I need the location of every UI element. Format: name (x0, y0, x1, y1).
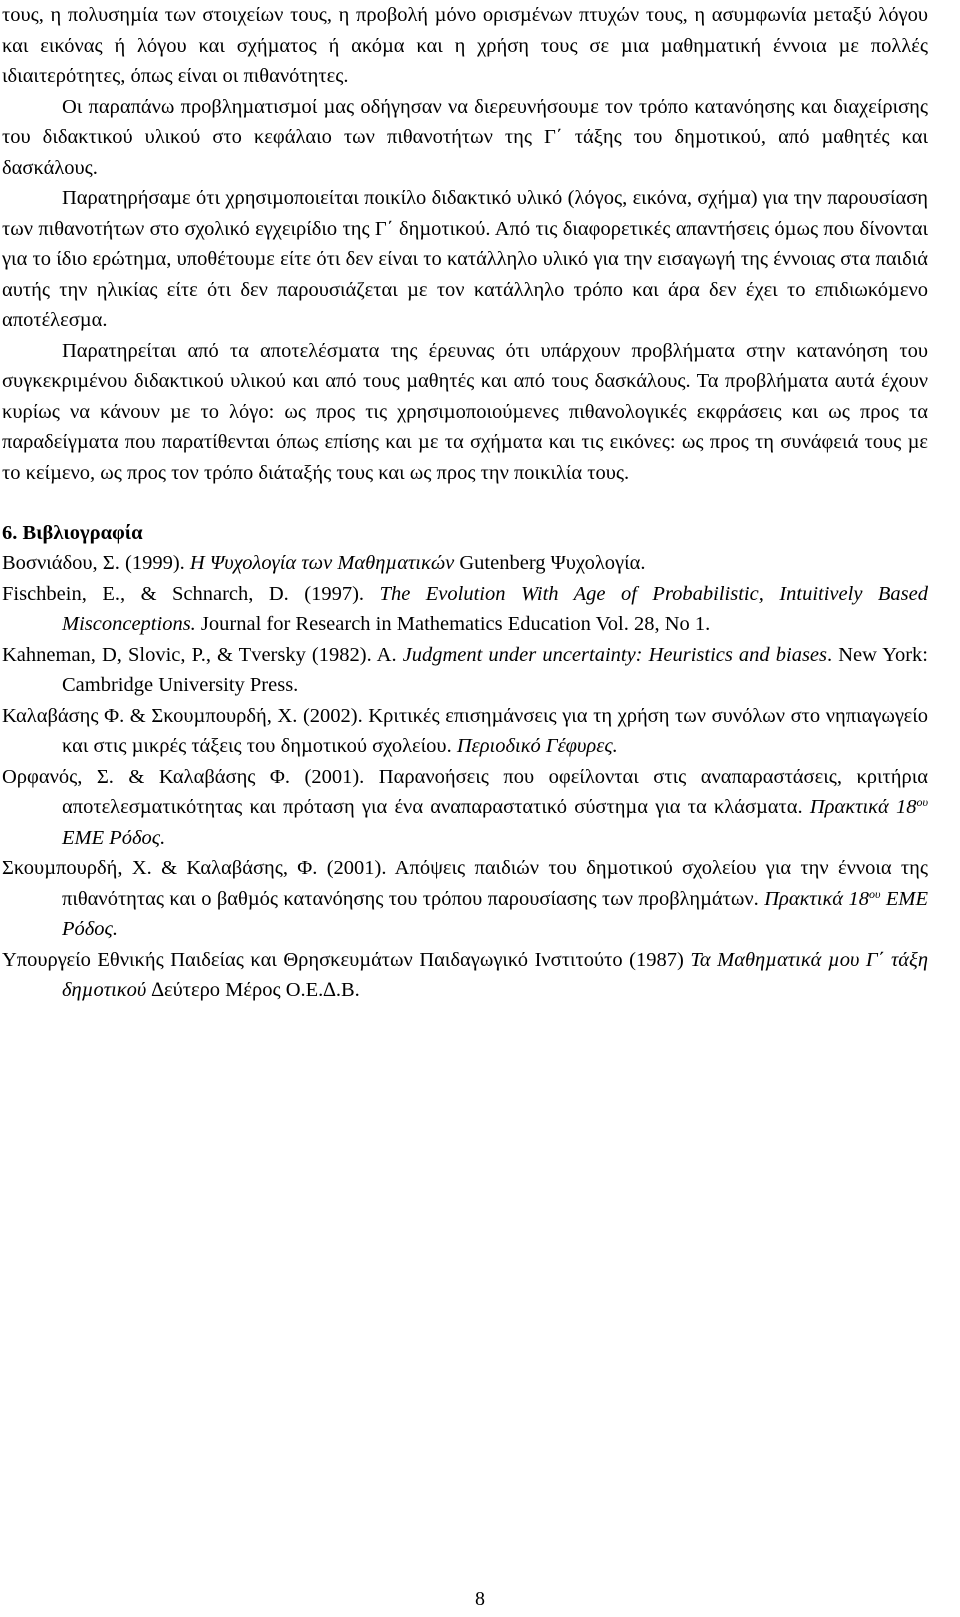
bibliography-entry (2, 853, 928, 945)
body-paragraph: Παρατηρείται από τα αποτελέσµατα της έρευνας ότι υπάρχουν προβλήµατα στην κατανόηση του συγκεκριµένου διδακτικού υλικού και από τους µαθητές και από τους δασκάλους. Τα προβλήµατα αυτά έχουν κυρίως να κάνουν µε το λόγο: ως προς τις χρησιµοποιούµενες πιθανολογικές εκφράσεις και ως προς τα παραδείγµατα που παρατίθενται όπως επίσης και µε τα σχήµατα και τις εικόνες: ως προς τη συνάφειά τους µε το κείµενο, ως προς τον τρόπο διάταξής τους και ως προς την ποικιλία τους. (2, 339, 928, 484)
ref-text: Σκουµπουρδή, Χ. & Καλαβάσης, Φ. (2001). Απόψεις παιδιών του δηµοτικού σχολείου για την έννοια της πιθανότητας και ο βαθµός κατανόησης του τρόπου παρουσίασης των προβληµάτων. (2, 857, 928, 910)
ref-title: The Evolution With Age of Probabilistic, Intuitively Based Misconceptions. (62, 582, 929, 635)
bibliography-entry (2, 548, 928, 579)
body-paragraph: τους, η πολυσηµία των στοιχείων τους, η προβολή µόνο ορισµένων πτυχών τους, η ασυµφωνία µεταξύ λόγου και εικόνας ή λόγου και σχήµατος ή ακόµα και η χρήση τους σε µια µαθηµατική έννοια µε πολλές ιδιαιτερότητες, όπως είναι οι πιθανότητες. (2, 4, 928, 87)
ref-text: Υπουργείο Εθνικής Παιδείας και Θρησκευµάτων Παιδαγωγικό Ινστιτούτο (1987) (2, 948, 691, 971)
document-page (2, 0, 928, 1006)
body-paragraph: Οι παραπάνω προβληµατισµοί µας οδήγησαν να διερευνήσουµε τον τρόπο κατανόησης και διαχείρισης του διδακτικού υλικού στο κεφάλαιο των πιθανοτήτων της Γ΄ τάξης του δηµοτικού, από µαθητές και δασκάλους. (2, 95, 928, 179)
ref-title-text: Πρακτικά 18 (809, 796, 917, 818)
bibliography-entry (2, 701, 928, 762)
ref-title: Judgment under uncertainty: Heuristics and biases (402, 643, 827, 666)
ref-text: Gutenberg Ψυχολογία. (454, 552, 646, 574)
bibliography-entry (2, 579, 928, 640)
ref-title-text: Πρακτικά 18 (764, 887, 869, 910)
bibliography-list (2, 548, 928, 1006)
ref-title: Τα Μαθηµατικά µου Γ΄ τάξη δηµοτικού (62, 948, 928, 1001)
bibliography-entry (2, 762, 928, 854)
ordinal-superscript: ου (916, 795, 928, 809)
ref-text: Ορφανός, Σ. & Καλαβάσης Φ. (2001). Παρανοήσεις που οφείλονται στις αναπαραστάσεις, κριτήρια αποτελεσµατικότητας και πρόταση για ένα αναπαραστατικό σύστηµα για τα κλάσµατα. (2, 765, 928, 818)
ref-text: Fischbein, E., & Schnarch, D. (1997). (2, 582, 380, 605)
ref-title: Περιοδικό Γέφυρες. (456, 735, 618, 757)
bibliography-entry (2, 640, 928, 701)
ref-title-text: ΕΜΕ Ρόδος. (62, 826, 166, 849)
ref-title: Η Ψυχολογία των Μαθηµατικών (189, 552, 455, 574)
ordinal-superscript: ου (868, 886, 881, 901)
page-number: 8 (475, 1588, 485, 1610)
ref-text: Journal for Research in Mathematics Education Vol. 28, No 1. (195, 613, 711, 635)
ref-text: Καλαβάσης Φ. & Σκουµπουρδή, Χ. (2002). Κριτικές επισηµάνσεις για τη χρήση των συνόλων στο νηπιαγωγείο και στις µικρές τάξεις του δηµοτικού σχολείου. (2, 704, 928, 757)
ref-text: . New York: Cambridge University Press. (62, 643, 928, 696)
ref-text: Kahneman, D, Slovic, P., & Tversky (1982). A. (2, 643, 403, 666)
bibliography-entry (2, 945, 928, 1006)
section-heading: 6. Βιβλιογραφία (2, 522, 143, 544)
ref-title-text: ΕΜΕ Ρόδος. (62, 887, 928, 940)
ref-text: Βοσνιάδου, Σ. (1999). (2, 552, 190, 574)
ref-text: ∆εύτερο Μέρος Ο.Ε.∆.Β. (146, 979, 360, 1001)
body-paragraph: Παρατηρήσαµε ότι χρησιµοποιείται ποικίλο διδακτικό υλικό (λόγος, εικόνα, σχήµα) για την παρουσίαση των πιθανοτήτων στο σχολικό εγχειρίδιο της Γ΄ δηµοτικού. Από τις διαφορετικές απαντήσεις όµως που δίνονται για το ίδιο ερώτηµα, υποθέτουµε είτε ότι δεν είναι το κατάλληλο υλικό για την εισαγωγή της έννοιας στα παιδιά αυτής την ηλικίας είτε ότι δεν παρουσιάζεται µε τον κατάλληλο τρόπο και άρα δεν έχει το επιδιωκόµενο αποτέλεσµα. (2, 187, 928, 331)
